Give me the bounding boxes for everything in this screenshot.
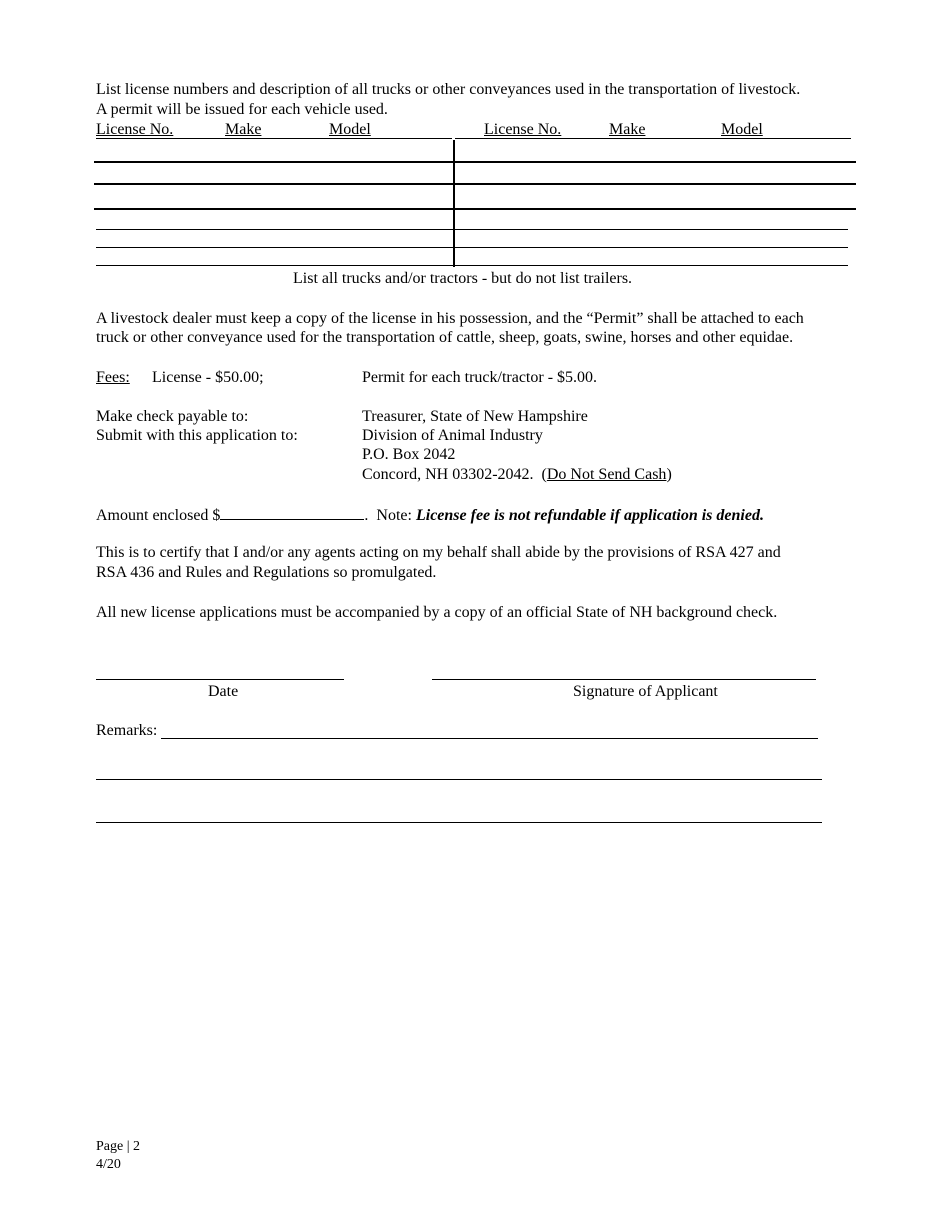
header-make-right: Make	[609, 121, 646, 138]
header-underline-left	[96, 138, 452, 139]
header-make-left: Make	[225, 121, 262, 138]
amount-line	[96, 505, 764, 525]
check-label: Make check payable to:	[96, 408, 249, 425]
fees-license: License - $50.00;	[152, 369, 264, 386]
table-row-line[interactable]	[96, 247, 848, 248]
background-check: All new license applications must be accompanied by a copy of an official State of NH background check.	[96, 604, 778, 621]
intro-line-2: A permit will be issued for each vehicle used.	[96, 101, 388, 118]
cash-suffix: )	[666, 466, 672, 483]
amount-field[interactable]	[220, 505, 364, 520]
amount-note-prefix: . Note:	[364, 507, 416, 524]
division: Division of Animal Industry	[362, 427, 543, 444]
fees-label: Fees:	[96, 369, 130, 386]
header-model-right: Model	[721, 121, 763, 138]
amount-label: Amount enclosed $	[96, 507, 221, 524]
date-label: Date	[208, 683, 239, 700]
intro-line-1: List license numbers and description of all trucks or other conveyances used in the transportation of livestock.	[96, 81, 801, 98]
revision-date: 4/20	[96, 1157, 121, 1172]
city: Concord, NH 03302-2042.	[362, 466, 534, 483]
fees-permit: Permit for each truck/tractor - $5.00.	[362, 369, 598, 386]
header-model-left: Model	[329, 121, 371, 138]
certify-line-1: This is to certify that I and/or any agents acting on my behalf shall abide by the provisions of RSA 427 and	[96, 544, 781, 561]
table-row-line[interactable]	[94, 161, 856, 163]
table-row-line[interactable]	[94, 183, 856, 185]
page-number: Page | 2	[96, 1139, 141, 1154]
remarks-line[interactable]	[96, 822, 822, 823]
date-field[interactable]	[96, 679, 344, 680]
remarks-line[interactable]	[96, 779, 822, 780]
amount-note: License fee is not refundable if application is denied.	[415, 507, 764, 524]
remarks-label: Remarks:	[96, 722, 158, 739]
table-row-line[interactable]	[96, 229, 848, 230]
cash-note: Do Not Send Cash	[546, 466, 667, 483]
submit-label: Submit with this application to:	[96, 427, 298, 444]
header-license-right: License No.	[484, 121, 562, 138]
po-box: P.O. Box 2042	[362, 446, 456, 463]
signature-label: Signature of Applicant	[573, 683, 718, 700]
table-row-line[interactable]	[96, 265, 848, 266]
signature-field[interactable]	[432, 679, 816, 680]
dealer-line-1: A livestock dealer must keep a copy of the license in his possession, and the “Permit” shall be attached to each	[96, 310, 804, 327]
cash-prefix: (	[541, 466, 547, 483]
dealer-line-2: truck or other conveyance used for the transportation of cattle, sheep, goats, swine, horses and other equidae.	[96, 329, 794, 346]
table-note: List all trucks and/or tractors - but do not list trailers.	[293, 270, 633, 287]
remarks-field[interactable]	[161, 738, 818, 739]
header-license-left: License No.	[96, 121, 174, 138]
table-row-line[interactable]	[94, 208, 856, 210]
certify-line-2: RSA 436 and Rules and Regulations so promulgated.	[96, 564, 437, 581]
address-line	[362, 466, 672, 484]
payee: Treasurer, State of New Hampshire	[362, 408, 588, 425]
header-underline-right	[455, 138, 851, 139]
